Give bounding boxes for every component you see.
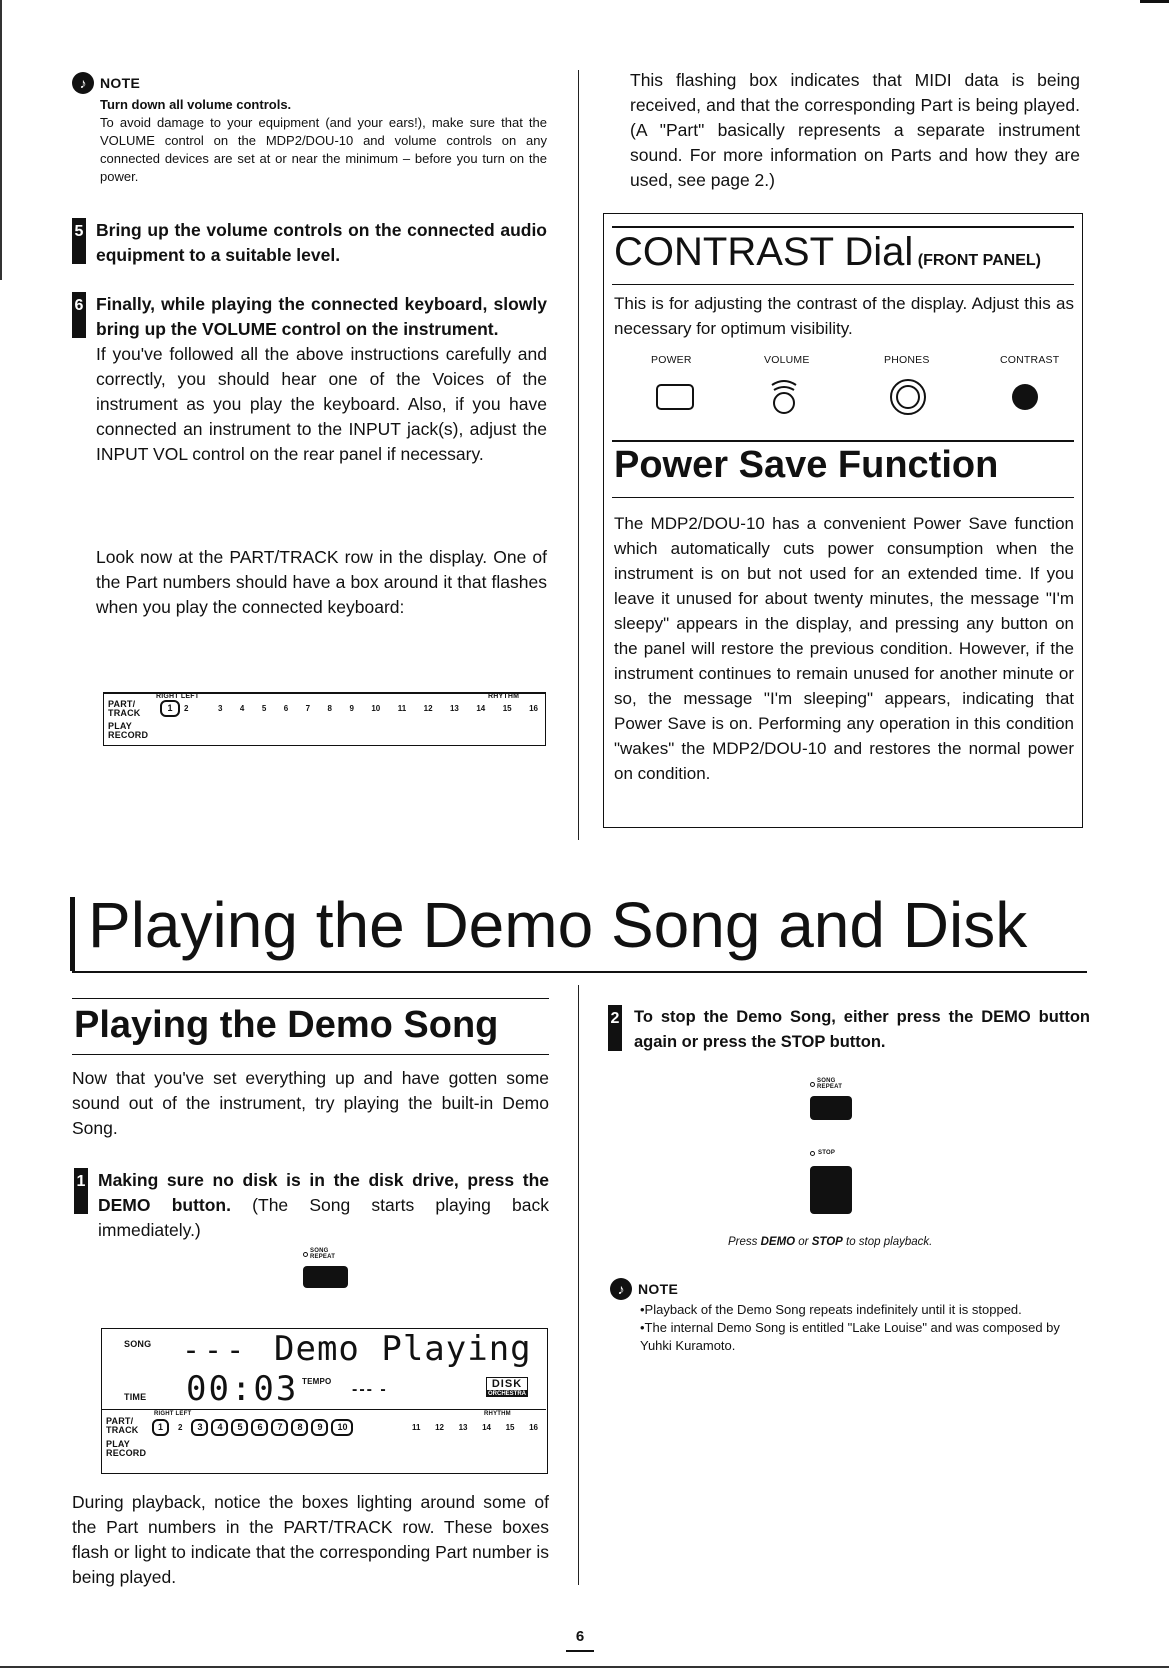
note-label: NOTE <box>100 75 141 91</box>
button-label-song: SONG <box>817 1078 836 1084</box>
lcd-time-label: TIME <box>124 1392 147 1402</box>
lcd-part-number: 12 <box>435 1423 444 1432</box>
right-intro-text: This flashing box indicates that MIDI data is being received, and that the corresponding Part is being played. (A "Part" basically represents a separate instrument sound. For more information on Parts and how they are used, see page 2.) <box>630 70 1080 190</box>
caption-stop: STOP <box>811 1236 843 1248</box>
caption-text: or <box>795 1236 812 1248</box>
note-item: •Playback of the Demo Song repeats indefinitely until it is stopped. <box>640 1302 1022 1317</box>
lcd-part-number: 11 <box>397 704 407 713</box>
caption-demo: DEMO <box>760 1236 796 1248</box>
corner-mark <box>1140 0 1169 3</box>
lcd-tempo-value: --- - <box>352 1381 388 1398</box>
stop-button-group <box>810 1150 860 1214</box>
contrast-subtitle: (FRONT PANEL) <box>917 252 1041 269</box>
step-title: Making sure no disk is in the disk drive, press the DEMO button. <box>98 1170 549 1215</box>
step-title: To stop the Demo Song, either press the DEMO button again or press the STOP button. <box>634 1008 1090 1051</box>
lcd-part-number: 15 <box>502 704 512 713</box>
top-note <box>72 72 547 186</box>
led-icon <box>303 1252 308 1257</box>
note-text: To avoid damage to your equipment (and your ears!), make sure that the VOLUME control on the MDP2/DOU-10 and volume controls on any connected devices are set at or near the minimum – before you turn on the power. <box>100 115 547 184</box>
lcd-orchestra-label: ORCHESTRA <box>487 1391 526 1397</box>
note-label: NOTE <box>638 1281 679 1297</box>
lcd-record-label: RECORD <box>108 730 149 740</box>
note-icon: ♪ <box>610 1278 632 1300</box>
phones-jack-icon <box>888 377 928 417</box>
demo-button[interactable] <box>810 1096 852 1120</box>
caption-text: to stop playback. <box>842 1236 933 1248</box>
step-number: 2 <box>608 1005 622 1051</box>
lcd-display-part-track <box>103 692 546 746</box>
lcd-part-boxed: 10 <box>331 1419 353 1436</box>
step-6 <box>72 292 547 467</box>
bottom-note <box>610 1278 1090 1355</box>
edge-mark <box>0 0 2 280</box>
note-icon: ♪ <box>72 72 94 94</box>
lcd-part-number: 14 <box>482 1423 491 1432</box>
panel-label-power: POWER <box>651 354 692 366</box>
button-label-stop: STOP <box>818 1150 836 1156</box>
lcd-song-label: SONG <box>124 1339 152 1349</box>
lcd-parts-row <box>152 1419 353 1436</box>
lcd-part-boxed: 3 <box>191 1419 208 1436</box>
lcd-parts-plain <box>412 1423 538 1432</box>
contrast-heading <box>614 230 1041 275</box>
lcd-song-dashes: --- <box>182 1333 249 1368</box>
lcd-part-number: 6 <box>283 704 289 713</box>
led-icon <box>810 1082 815 1087</box>
lcd-part-number: 10 <box>371 704 381 713</box>
lcd-disk-badge <box>486 1377 528 1397</box>
volume-knob-icon <box>764 377 804 417</box>
lcd-display-demo <box>101 1328 548 1474</box>
lcd-play-label: PLAY <box>106 1439 130 1449</box>
caption-text: Press <box>728 1236 761 1248</box>
section-title: Playing the Demo Song and Disk <box>88 889 1028 961</box>
lcd-part-track-label: PART/ TRACK <box>106 1416 139 1435</box>
lcd-tempo-label: TEMPO <box>302 1377 332 1386</box>
step-number: 6 <box>72 292 86 338</box>
lcd-time-value: 00:03 <box>186 1369 299 1409</box>
button-label-song: SONG <box>310 1248 329 1254</box>
lcd-right-left-label: RIGHT LEFT <box>156 693 200 700</box>
lcd-message: Demo Playing <box>274 1329 532 1369</box>
step-number: 5 <box>72 218 86 264</box>
lcd-part-numbers <box>218 704 538 713</box>
lcd-part-boxed: 6 <box>251 1419 268 1436</box>
panel-label-contrast: CONTRAST <box>1000 354 1060 366</box>
button-label-repeat: REPEAT <box>310 1254 336 1260</box>
contrast-powersave-box <box>603 213 1083 828</box>
lcd-part-boxed: 5 <box>231 1419 248 1436</box>
contrast-text: This is for adjusting the contrast of the display. Adjust this as necessary for optimum visibility. <box>614 294 1074 338</box>
lcd-part-number: 7 <box>305 704 311 713</box>
section-title-bar <box>70 897 75 971</box>
lcd-disk-label: DISK <box>486 1377 528 1391</box>
lcd-part-boxed: 9 <box>311 1419 328 1436</box>
power-button-icon <box>656 384 694 410</box>
panel-label-volume: VOLUME <box>764 354 810 366</box>
column-divider-top <box>578 70 579 840</box>
demo-button-group <box>303 1248 353 1288</box>
contrast-title: CONTRAST Dial <box>614 230 914 274</box>
lcd-record-label: RECORD <box>106 1448 147 1458</box>
column-divider-bottom <box>578 985 579 1585</box>
step-5 <box>72 218 547 268</box>
note-item: •The internal Demo Song is entitled "Lake Louise" and was composed by Yuhki Kuramoto. <box>640 1320 1060 1353</box>
lcd-part-number: 2 <box>178 1423 183 1432</box>
demo-button-group-2 <box>810 1078 860 1120</box>
lcd-part-number: 5 <box>261 704 267 713</box>
power-save-text: The MDP2/DOU-10 has a convenient Power Save function which automatically cuts power consumption when the instrument is on but not used for an extended time. If you leave it unused for about twenty minutes, the message "I'm sleepy" appears in the display, and pressing any button on the panel will restore the previous condition. However, if the instrument continues to remain unused for another minute or so, the message "I'm sleeping" appears, indicating that Power Save is on. Performing any operation in this condition "wakes" the MDP2/DOU-10 and restores the normal power on condition. <box>614 514 1074 783</box>
lcd-part-number: 4 <box>239 704 245 713</box>
step-title: Bring up the volume controls on the connected audio equipment to a suitable level. <box>96 220 547 265</box>
demo-title: Playing the Demo Song <box>74 1004 499 1046</box>
step-1 <box>74 1168 549 1243</box>
lcd-part-track-label: PART/ TRACK <box>108 699 141 718</box>
page-number: 6 <box>575 1628 585 1645</box>
lcd-part-number: 13 <box>458 1423 468 1432</box>
led-icon <box>810 1151 815 1156</box>
note-title: Turn down all volume controls. <box>100 97 292 112</box>
button-label-repeat: REPEAT <box>817 1084 843 1090</box>
lcd-part-boxed: 7 <box>271 1419 288 1436</box>
lcd-part-number: 15 <box>505 1423 515 1432</box>
lcd-rhythm-label: RHYTHM <box>488 693 520 700</box>
lcd-part-number: 16 <box>529 704 538 713</box>
lcd-part-number: 14 <box>476 704 486 713</box>
demo-intro: Now that you've set everything up and have gotten some sound out of the instrument, try playing the built-in Demo Song. <box>72 1068 549 1138</box>
lcd-part-number: 13 <box>449 704 459 713</box>
step-2 <box>608 1005 1090 1055</box>
lcd-part-number: 3 <box>218 704 223 713</box>
look-now-text: Look now at the PART/TRACK row in the display. One of the Part numbers should have a box around it that flashes when you play the connected keyboard: <box>96 547 547 617</box>
lcd-part-2: 2 <box>184 704 189 713</box>
section-rule <box>72 971 1087 973</box>
step-text: (The Song starts playing back immediately.) <box>98 1195 549 1240</box>
power-save-title: Power Save Function <box>614 444 999 486</box>
demo-button[interactable] <box>303 1266 348 1288</box>
lcd-part-number: 12 <box>423 704 433 713</box>
stop-caption <box>728 1236 932 1248</box>
step-text: If you've followed all the above instructions carefully and correctly, you should hear one of the Voices of the instrument as you play the keyboard. Also, if you have connected an instrument to the INPUT jack(s), adjust the INPUT VOL control on the rear panel if necessary. <box>96 344 547 464</box>
during-playback-text: During playback, notice the boxes lighting around some of the Part numbers in the PART/TRACK row. These boxes flash or light to indicate that the corresponding Part number is being played. <box>72 1492 549 1587</box>
lcd-part-boxed: 4 <box>211 1419 228 1436</box>
page-number-rule <box>566 1650 594 1652</box>
lcd-part-number: 9 <box>349 704 354 713</box>
lcd-part-number: 16 <box>529 1423 538 1432</box>
panel-label-phones: PHONES <box>884 354 930 366</box>
lcd-rhythm-label: RHYTHM <box>484 1411 511 1417</box>
lcd-right-left-label: RIGHT LEFT <box>154 1411 192 1417</box>
lcd-part-number: 11 <box>412 1423 421 1432</box>
lcd-part-boxed: 8 <box>291 1419 308 1436</box>
step-title: Finally, while playing the connected keyboard, slowly bring up the VOLUME control on the instrument. <box>96 294 547 339</box>
bottom-edge-rule <box>0 1666 1169 1668</box>
contrast-dial-icon <box>1012 384 1038 410</box>
lcd-part-1-boxed: 1 <box>160 700 180 717</box>
lcd-part-boxed: 1 <box>152 1419 169 1436</box>
lcd-part-number: 8 <box>327 704 332 713</box>
lcd-play-label: PLAY <box>108 721 132 731</box>
stop-button[interactable] <box>810 1166 852 1214</box>
step-number: 1 <box>74 1168 88 1214</box>
